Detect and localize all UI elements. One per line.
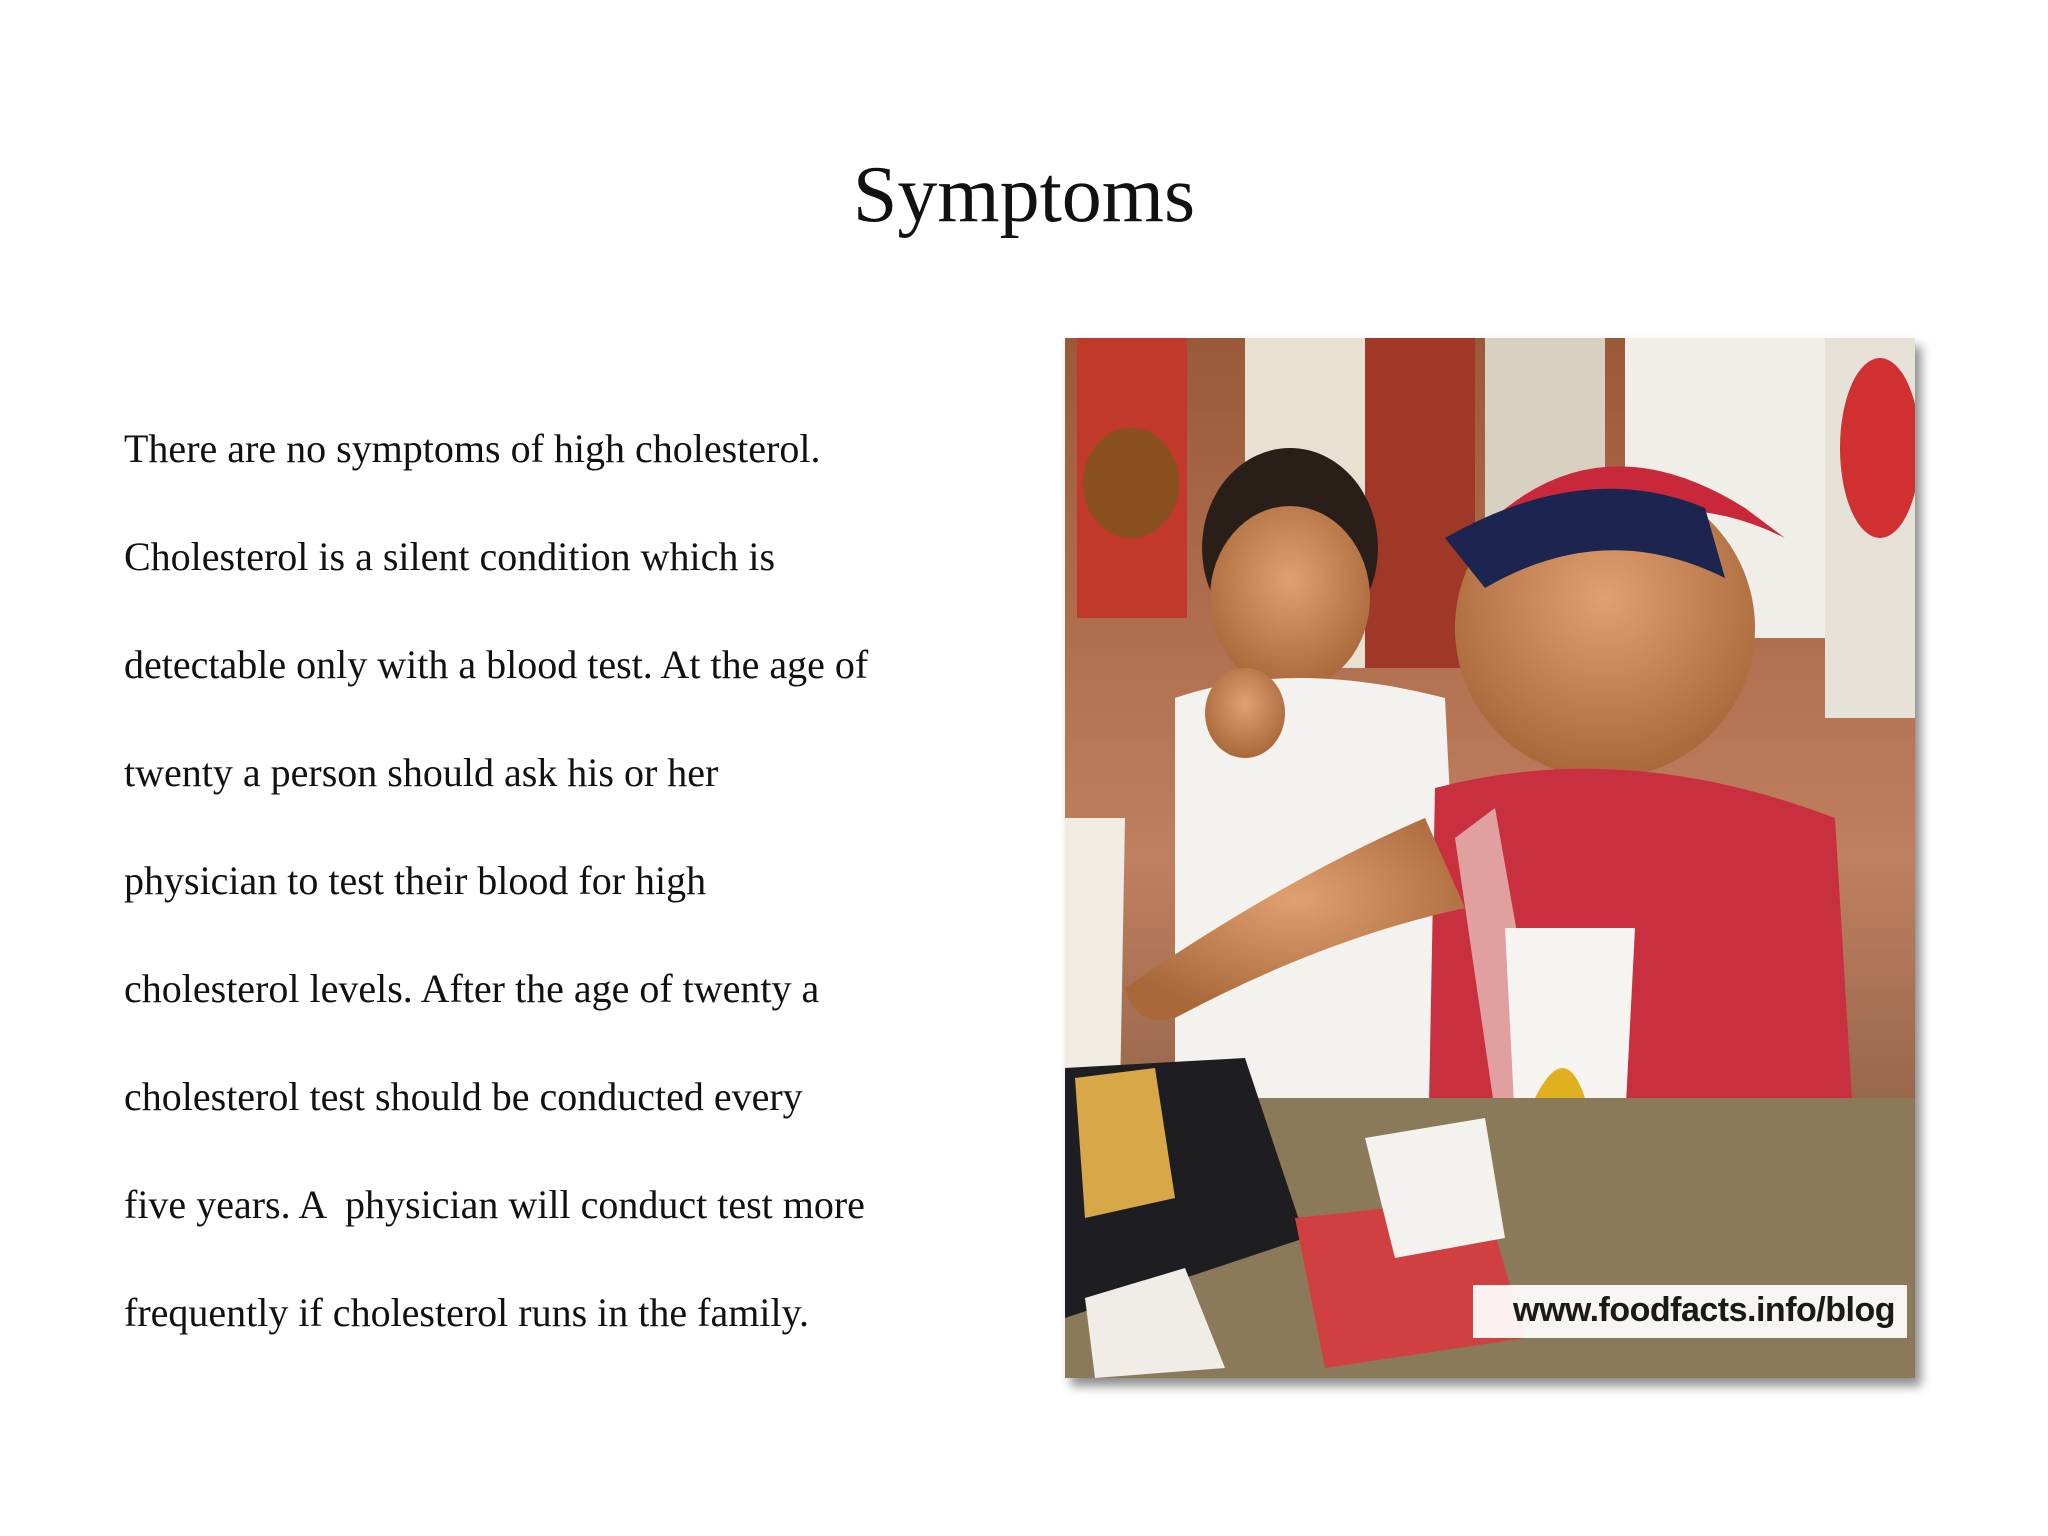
body-line: There are no symptoms of high cholesterol. [124, 426, 821, 471]
body-line: physician to test their blood for high [124, 858, 707, 903]
photo-children-eating-fast-food [1065, 338, 1915, 1378]
body-text [124, 395, 984, 1367]
body-line: five years. A physician will conduct test more [124, 1182, 865, 1227]
body-line: cholesterol test should be conducted every [124, 1074, 803, 1119]
body-line: detectable only with a blood test. At the age of [124, 642, 869, 687]
body-line: Cholesterol is a silent condition which is [124, 534, 776, 579]
body-line: cholesterol levels. After the age of twenty a [124, 966, 820, 1011]
photo-watermark: www.foodfacts.info/blog [1473, 1285, 1907, 1338]
body-line: frequently if cholesterol runs in the family. [124, 1290, 809, 1335]
photo-illustration [1065, 338, 1915, 1378]
slide-title: Symptoms [852, 151, 1196, 239]
body-line: twenty a person should ask his or her [124, 750, 719, 795]
